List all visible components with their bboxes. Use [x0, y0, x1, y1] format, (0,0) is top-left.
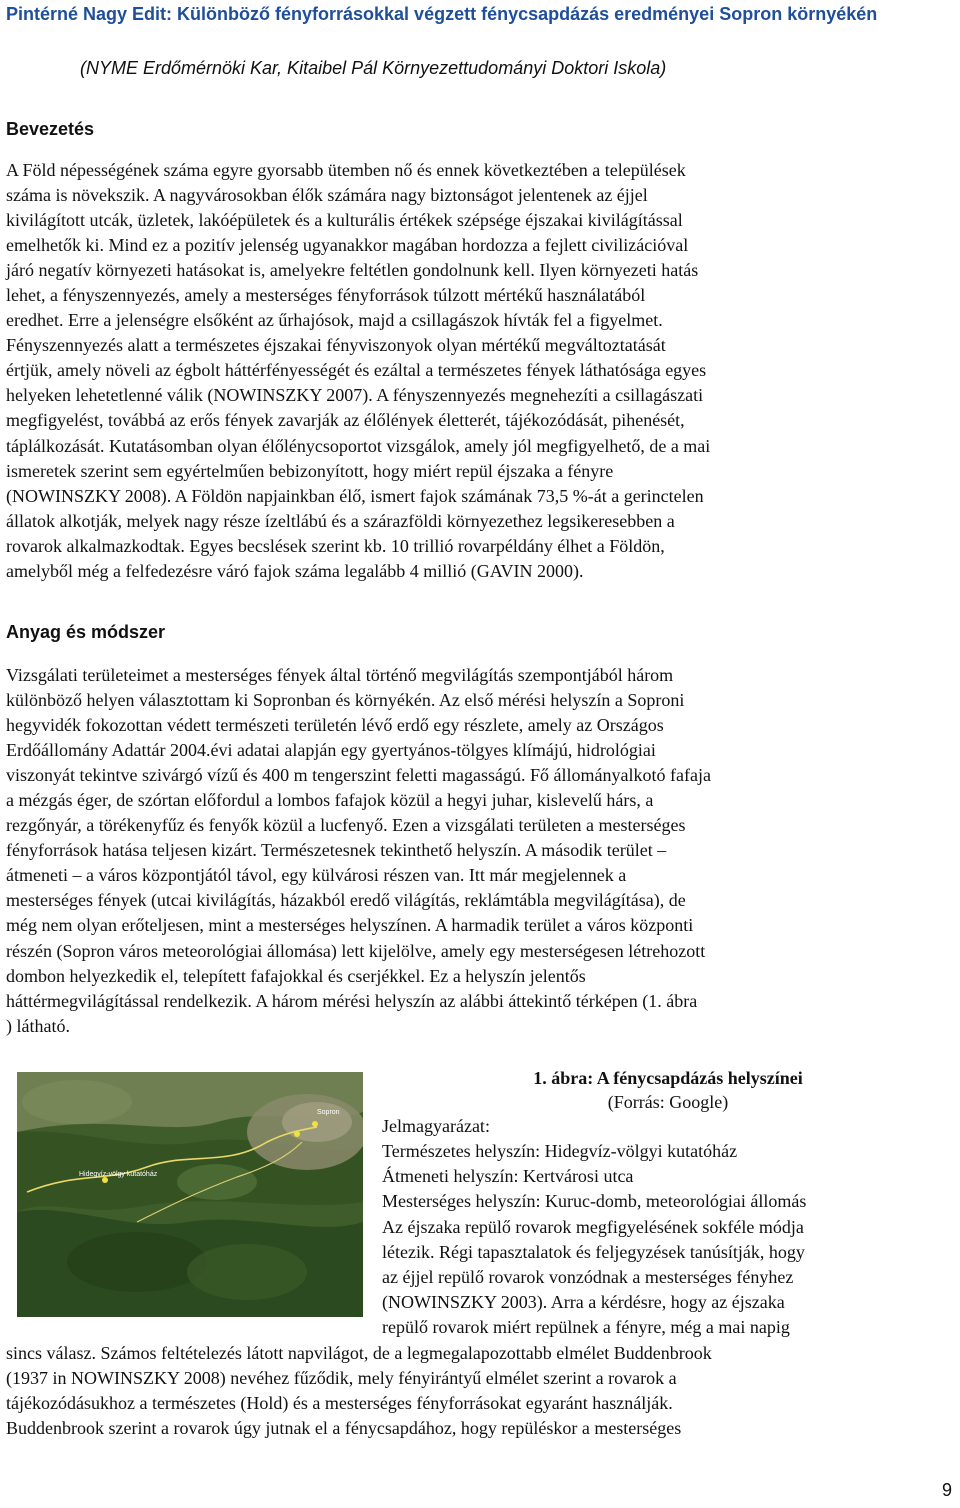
text-line: állatok alkotják, melyek nagy része ízeltlábú és a szárazföldi környezethez legsikeresebben a	[6, 510, 675, 531]
text-line: hegyvidék fokozottan védett természeti területén lévő erdő egy részlete, amely az Országos	[6, 715, 664, 736]
text-line: dombon helyezkedik el, telepített fafajokkal és cserjékkel. Ez a helyszín jelentős	[6, 965, 586, 986]
side-paragraph	[382, 1215, 954, 1340]
text-line: emelhetők ki. Mind ez a pozitív jelenség ugyanakkor magában hordozza a fejlett civilizációval	[6, 235, 689, 256]
text-line: járó negatív környezeti hatásokat is, amelyekre feltétlen gondolnunk kell. Ilyen környezeti hatás	[6, 260, 699, 281]
text-line: az éjjel repülő rovarok vonzódnak a mesterséges fényhez	[382, 1267, 794, 1287]
page-number: 9	[941, 1480, 952, 1500]
legend-item: Átmeneti helyszín: Kertvárosi utca	[382, 1166, 634, 1186]
text-line: Fényszennyezés alatt a természetes éjszakai fényviszonyok olyan mértékű megváltoztatását	[6, 335, 666, 356]
continuation-paragraph	[6, 1341, 954, 1441]
text-line: amelyből még a felfedezésre váró fajok száma legalább 4 millió (GAVIN 2000).	[6, 560, 584, 581]
text-line: táplálkozását. Kutatásomban olyan élőlénycsoportot vizsgálok, amely jól megfigyelhető, de a mai	[6, 435, 711, 456]
text-line: megfigyelést, továbbá az erős fények zavarják az élőlények életterét, tájékozódását, pihenését,	[6, 410, 685, 431]
figure-title: 1. ábra: A fénycsapdázás helyszínei	[533, 1068, 803, 1088]
text-line: kivilágított utcák, üzletek, lakóépületek és a kulturális értékek szépsége éjszakai kivilágítással	[6, 210, 683, 231]
text-line: eredhet. Erre a jelenségre elsőként az űrhajósok, majd a csillagászok hívták fel a figyelmet.	[6, 310, 663, 331]
text-line: lehet, a fényszennyezés, amely a mesterséges fényforrások túlzott mértékű használatából	[6, 285, 646, 306]
text-line: (NOWINSZKY 2008). A Földön napjainkban élő, ismert fajok számának 73,5 %-át a gerinctelen	[6, 485, 704, 506]
satellite-map-graphic	[17, 1072, 363, 1317]
text-line: repülő rovarok miért repülnek a fényre, még a mai napig	[382, 1317, 790, 1337]
text-line: viszonyát tekintve szivárgó vízű és 400 m tengerszint feletti magasságú. Fő állományalkotó fafaja	[6, 765, 711, 786]
intro-paragraph	[6, 158, 954, 584]
text-line: mesterséges fények (utcai kivilágítás, házakból eredő világítás, reklámtábla megvilágítása), de	[6, 890, 686, 911]
text-line: Buddenbrook szerint a rovarok úgy jutnak el a fénycsapdához, hogy repüléskor a mesterséges	[6, 1418, 682, 1439]
text-line: tájékozódásukhoz a természetes (Hold) és a mesterséges fényforrásokat egyaránt használják.	[6, 1393, 673, 1414]
text-line: Az éjszaka repülő rovarok megfigyelésének sokféle módja	[382, 1217, 804, 1237]
text-line: száma is növekszik. A nagyvárosokban élők számára nagy biztonságot jelentenek az éjjel	[6, 185, 648, 206]
text-line: a mézgás éger, de szórtan előfordul a lombos fafajok közül a hegyi juhar, kislevelű hárs, a	[6, 790, 654, 811]
text-line: részén (Sopron város meteorológiai állomása) lett kijelölve, amely egy mesterségesen létrehozott	[6, 940, 706, 961]
legend-item: Mesterséges helyszín: Kuruc-domb, meteorológiai állomás	[382, 1191, 807, 1211]
methods-paragraph	[6, 663, 954, 1039]
text-line: fényforrások hatása teljesen kizárt. Természetesnek tekinthető helyszín. A második terület –	[6, 840, 667, 861]
text-line: ismeretek szerint sem egyértelműen bebizonyított, hogy miért repül éjszaka a fényre	[6, 460, 614, 481]
text-line: különböző helyen választottam ki Sopronban és környékén. Az első mérési helyszín a Soproni	[6, 690, 685, 711]
text-line: Vizsgálati területeimet a mesterséges fények által történő megvilágítás szempontjából három	[6, 665, 674, 685]
legend-heading: Jelmagyarázat:	[382, 1116, 490, 1136]
section-heading-intro: Bevezetés	[6, 119, 95, 139]
text-line: értjük, amely növeli az égbolt háttérfényességét és ezáltal a természetes fények láthatósága egyes	[6, 360, 707, 381]
text-line: még nem olyan erőteljesen, mint a mesterséges helyszínen. A harmadik terület a város központi	[6, 915, 694, 936]
text-line: Erdőállomány Adattár 2004.évi adatai alapján egy gyertyános-tölgyes klímájú, hidrológiai	[6, 740, 656, 761]
paper-title: Pintérné Nagy Edit: Különböző fényforrásokkal végzett fénycsapdázás eredményei Sopron környékén	[6, 4, 878, 24]
map-label-sopron: Sopron	[317, 1109, 340, 1116]
text-line: (NOWINSZKY 2003). Arra a kérdésre, hogy az éjszaka	[382, 1292, 785, 1312]
map-label-kutatohaz: Hidegvíz-völgy kutatóház	[79, 1171, 158, 1178]
text-line: átmeneti – a város központjától távol, egy külvárosi részen van. Itt már megjelennek a	[6, 865, 627, 886]
satellite-map-image	[17, 1072, 363, 1317]
figure-legend	[382, 1114, 956, 1214]
text-line: rezgőnyár, a törékenyfűz és fenyők közül a lucfenyő. Ezen a vizsgálati területen a mesterséges	[6, 815, 686, 836]
text-line: háttérmegvilágítással rendelkezik. A három mérési helyszín az alábbi áttekintő térképen (1. ábra	[6, 990, 698, 1011]
text-line: helyeken lehetetlenné válik (NOWINSZKY 2007). A fényszennyezés megnehezíti a csillagászati	[6, 385, 704, 406]
affiliation: (NYME Erdőmérnöki Kar, Kitaibel Pál Környezettudományi Doktori Iskola)	[80, 58, 667, 78]
text-line: rovarok alkalmazkodtak. Egyes becslések szerint kb. 10 trillió rovarpéldány élhet a Földön,	[6, 535, 665, 556]
text-line: A Föld népességének száma egyre gyorsabb ütemben nő és ennek következtében a települések	[6, 160, 686, 180]
text-line: (1937 in NOWINSZKY 2008) nevéhez fűződik, mely fényirántyű elmélet szerint a rovarok a	[6, 1368, 677, 1389]
text-line: ) látható.	[6, 1015, 70, 1036]
legend-item: Természetes helyszín: Hidegvíz-völgyi kutatóház	[382, 1141, 738, 1161]
section-heading-methods: Anyag és módszer	[6, 622, 166, 642]
figure-source: (Forrás: Google)	[607, 1092, 729, 1112]
text-line: létezik. Régi tapasztalatok és feljegyzések tanúsítják, hogy	[382, 1242, 805, 1262]
text-line: sincs válasz. Számos feltételezés látott napvilágot, de a legmegalapozottabb elmélet Buddenbrook	[6, 1343, 712, 1363]
